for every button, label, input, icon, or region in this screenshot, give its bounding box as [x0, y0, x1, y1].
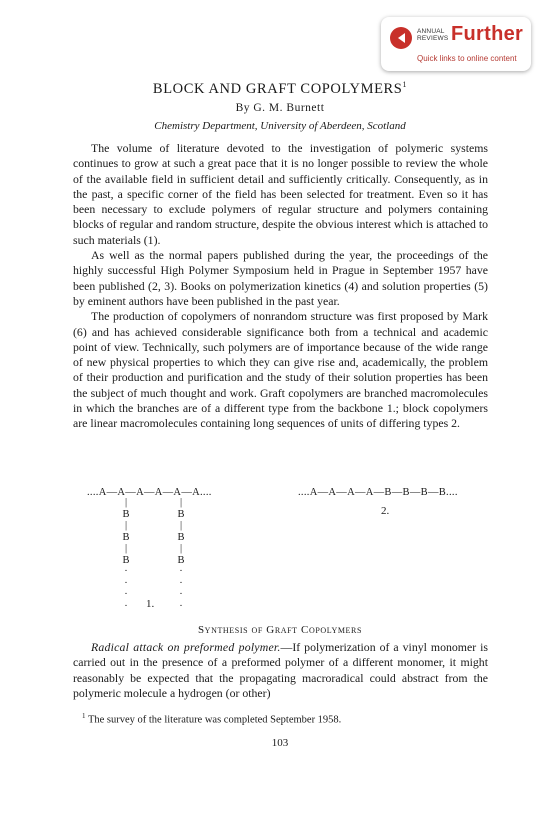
title-footnote-mark: 1 — [402, 80, 408, 89]
paragraph-3: The production of copolymers of nonrandom structure was first proposed by Mark (6) and has achieved considerable significance both from a technical and academic point of view. Technically, such polymers are of importance because of the wide range of new physical properties to which they can give rise and, academically, the problem of their production and purification and the study of their solution properties has been the subject of much thought and work. Graft copolymers are branched macromolecules in which the branches are of a different type from the backbone 1.; block copolymers are linear macromolecules containing long sequences of units of differing types 2. — [73, 309, 488, 431]
title-text: BLOCK AND GRAFT COPOLYMERS — [152, 80, 403, 97]
intro-body — [73, 141, 488, 432]
play-logo-icon — [390, 27, 412, 49]
badge-annual: ANNUAL — [417, 28, 445, 35]
section-paragraph-lead: Radical attack on preformed polymer. — [91, 640, 281, 654]
author-line: By G. M. Burnett — [235, 102, 325, 114]
footnote-text: The survey of the literature was completed September 1958. — [87, 714, 342, 726]
page-number: 103 — [271, 737, 289, 749]
paragraph-1: The volume of literature devoted to the investigation of polymeric systems continues to grow at such a great pace that it is no longer possible to review the whole of the available field in sufficient detail and sufficiently critically. Consequently, as in the past, a specific corner of the field has been selected for treatment. Even so it has been necessary to exclude polymers of regular structure and polymers containing blocks of regular and random structure, despite the obvious interest which is attached to such materials (1). — [73, 141, 488, 247]
graft-branch-right: | B | B | B · · · · — [177, 497, 185, 612]
article-title — [0, 80, 560, 98]
block-label: 2. — [381, 505, 390, 517]
affiliation: Chemistry Department, University of Aberdeen, Scotland — [154, 120, 406, 132]
badge-further: Further — [451, 23, 524, 45]
badge-small-text — [417, 28, 448, 42]
badge-reviews: REVIEWS — [417, 35, 449, 42]
graft-label: 1. — [146, 598, 155, 610]
further-badge[interactable] — [381, 17, 531, 71]
section-paragraph — [73, 640, 488, 701]
badge-subtitle: Quick links to online content — [417, 54, 517, 63]
graft-backbone: ....A—A—A—A—A—A.... — [87, 487, 212, 498]
section-paragraph-rest: —If polymerization of a vinyl monomer is carried out in the presence of a preformed polymer of a different monomer, it might reasonably be expected that the propagating macroradical could abstract from the polymeric molecule a hydrogen (or other) — [73, 640, 488, 700]
footnote-mark: 1 — [82, 712, 86, 720]
graft-branch-left: | B | B | B · · · · — [122, 497, 130, 612]
footnote — [82, 712, 341, 726]
paragraph-2: As well as the normal papers published during the year, the proceedings of the highly successful High Polymer Symposium held in Prague in September 1957 have been published (2, 3). Books on polymerization kinetics (4) and solution properties (5) by eminent authors have been published in the past year. — [73, 248, 488, 308]
block-chain: ....A—A—A—A—B—B—B—B.... — [298, 487, 458, 498]
section-heading: Synthesis of Graft Copolymers — [197, 624, 363, 636]
section-body — [73, 640, 488, 701]
